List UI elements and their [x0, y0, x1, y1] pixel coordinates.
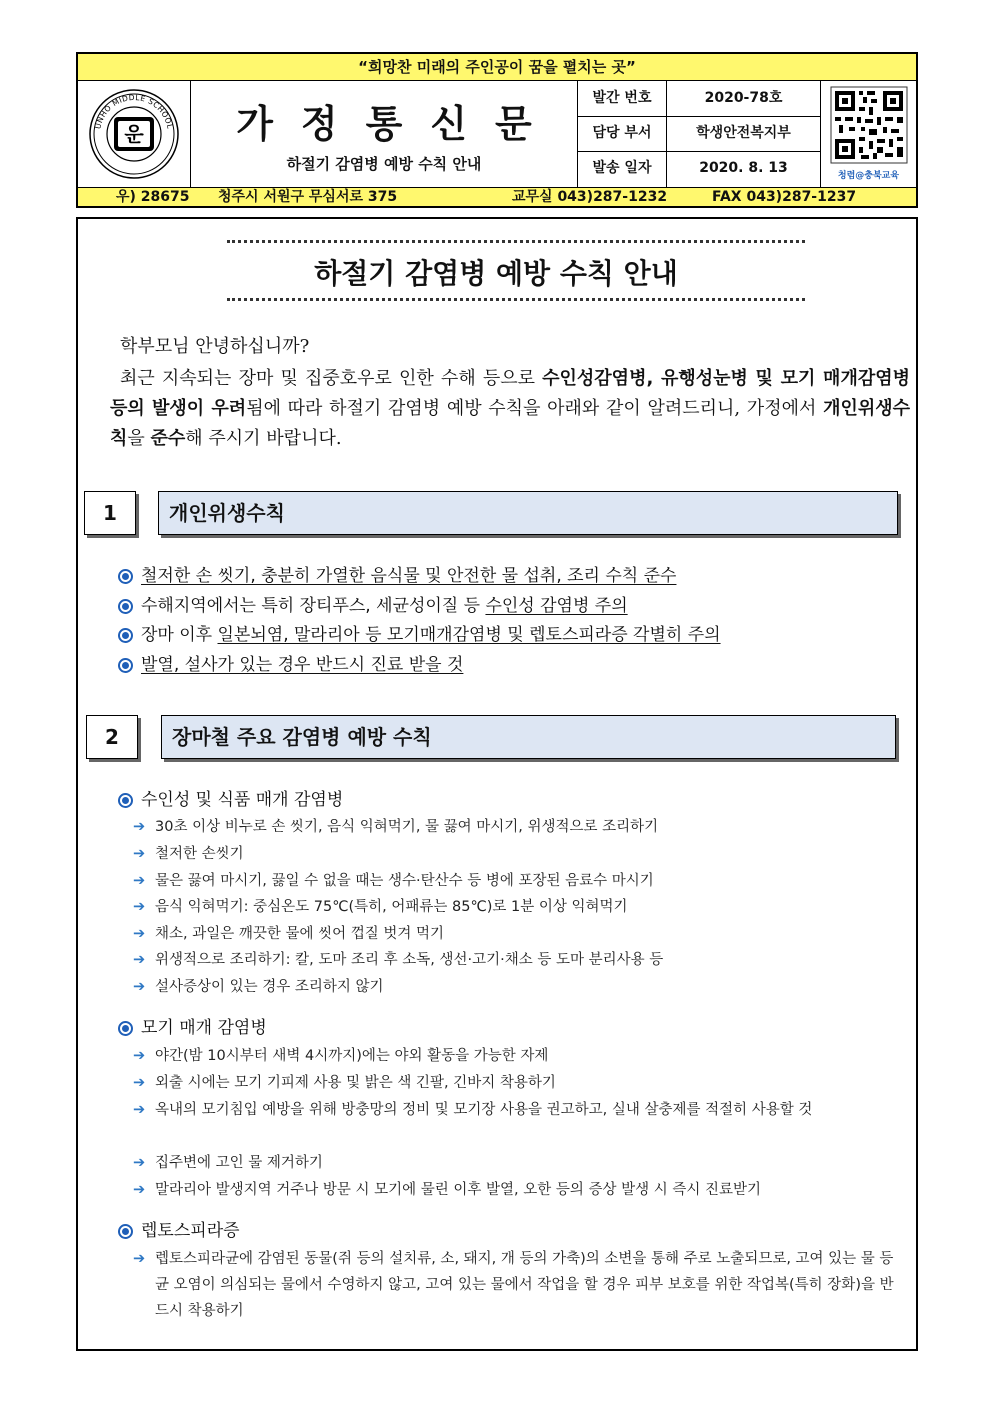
newsletter-header [76, 52, 918, 208]
qr-code-icon[interactable] [821, 81, 916, 187]
intro-bold-2: 개인위생수칙 [110, 398, 911, 449]
emblem-school-name: UNHO MIDDLE SCHOOL [93, 92, 175, 130]
list-item: ➔ 채소, 과일은 깨끗한 물에 씻어 껍질 벗겨 먹기 [133, 921, 444, 947]
list-item: ➔ 철저한 손씻기 [133, 841, 244, 867]
bullet-circle-icon [118, 599, 133, 614]
title-cell [191, 81, 578, 187]
list-item: ➔ 위생적으로 조리하기: 칼, 도마 조리 후 소독, 생선·고기·채소 등 도마 분리사용 등 [133, 947, 663, 973]
intro-text-3: 을 [127, 428, 151, 449]
bullet-circle-icon [118, 793, 133, 808]
list-item: ➔ 옥내의 모기침입 예방을 위해 방충망의 정비 및 모기장 사용을 권고하고, 실내 살충제를 적절히 사용할 것 [133, 1097, 905, 1123]
intro-bold-1: 수인성감염병, 유행성눈병 및 모기 매개감염병 등의 발생이 우려 [110, 368, 910, 419]
arrow-right-icon: ➔ [133, 952, 146, 968]
school-logo-cell [78, 81, 191, 187]
section1-item: 철저한 손 씻기, 충분히 가열한 음식물 및 안전한 물 섭취, 조리 수칙 준수 [118, 564, 676, 588]
dotted-divider-bottom [227, 298, 805, 301]
intro-text-4: 해 주시기 바랍니다. [185, 428, 342, 449]
info-row-department [578, 116, 820, 152]
bullet-circle-icon [118, 569, 133, 584]
arrow-right-icon: ➔ [133, 1048, 146, 1064]
bullet-circle-icon [118, 1224, 133, 1239]
list-item: ➔ 외출 시에는 모기 기피제 사용 및 밝은 색 긴팔, 긴바지 착용하기 [133, 1070, 556, 1096]
street-address: 청주시 서원구 무심서로 375 [218, 189, 398, 205]
arrow-right-icon: ➔ [133, 819, 146, 835]
section2-title: 장마철 주요 감염병 예방 수칙 [161, 715, 896, 759]
fax-number: FAX 043)287-1237 [712, 189, 857, 205]
office-phone: 교무실 043)287-1232 [512, 189, 668, 205]
section1-item: 발열, 설사가 있는 경우 반드시 진료 받을 것 [118, 653, 463, 677]
list-item: ➔ 말라리아 발생지역 거주나 방문 시 모기에 물린 이후 발열, 오한 등의 증상 발생 시 즉시 진료받기 [133, 1177, 761, 1203]
intro-paragraph [110, 364, 910, 454]
arrow-right-icon: ➔ [133, 873, 146, 889]
emblem-letter: 운 [124, 122, 144, 146]
arrow-right-icon: ➔ [133, 1155, 146, 1171]
list-item: ➔ 야간(밤 10시부터 새벽 4시까지)에는 야외 활동을 가능한 자제 [133, 1043, 548, 1069]
arrow-right-icon: ➔ [133, 1182, 146, 1198]
arrow-right-icon: ➔ [133, 979, 146, 995]
info-label: 발간 번호 [578, 81, 667, 116]
qr-cell [821, 81, 916, 187]
section1-item: 장마 이후 일본뇌염, 말라리아 등 모기매개감염병 및 렙토스피라증 각별히 주의 [118, 623, 721, 647]
info-value: 학생안전복지부 [696, 125, 791, 141]
dotted-divider-top [227, 240, 805, 243]
arrow-right-icon: ➔ [133, 1251, 146, 1267]
qr-caption: 청렴@충북교육 [837, 171, 900, 181]
school-slogan: “희망찬 미래의 주인공이 꿈을 펼치는 곳” [78, 54, 916, 81]
list-item: ➔ 음식 익혀먹기: 중심온도 75℃(특히, 어패류는 85℃)로 1분 이상 익혀먹기 [133, 894, 628, 920]
section1-number: 1 [84, 491, 136, 535]
issue-info-table [578, 81, 821, 187]
info-value: 2020-78호 [704, 90, 783, 106]
address-row [78, 188, 916, 206]
info-row-issue-number [578, 81, 820, 117]
school-emblem-icon [78, 81, 190, 187]
list-item: ➔ 집주변에 고인 물 제거하기 [133, 1150, 323, 1176]
intro-text-2: 됨에 따라 하절기 감염병 예방 수칙을 아래와 같이 알려드리니, 가정에서 [246, 398, 824, 419]
intro-bold-3: 준수 [150, 428, 186, 449]
postal-code: 우) 28675 [116, 189, 190, 205]
list-item: ➔ 30초 이상 비누로 손 씻기, 음식 익혀먹기, 물 끓여 마시기, 위생적으로 조리하기 [133, 814, 658, 840]
info-value: 2020. 8. 13 [699, 160, 788, 176]
group-heading-waterborne: 수인성 및 식품 매개 감염병 [118, 788, 343, 812]
newsletter-title: 가정통신문 [236, 101, 560, 146]
arrow-right-icon: ➔ [133, 926, 146, 942]
arrow-right-icon: ➔ [133, 899, 146, 915]
newsletter-subtitle: 하절기 감염병 예방 수칙 안내 [286, 155, 482, 173]
document-title: 하절기 감염병 예방 수칙 안내 [314, 257, 678, 290]
section1-title: 개인위생수칙 [158, 491, 898, 535]
greeting-text: 학부모님 안녕하십니까? [120, 336, 310, 357]
arrow-right-icon: ➔ [133, 1075, 146, 1091]
info-label: 담당 부서 [578, 116, 667, 151]
section2-number: 2 [86, 715, 138, 759]
arrow-right-icon: ➔ [133, 1102, 146, 1118]
info-row-send-date [578, 151, 820, 187]
list-item: ➔ 렙토스피라균에 감염된 동물(쥐 등의 설치류, 소, 돼지, 개 등의 가축)의 소변을 통해 주로 노출되므로, 고여 있는 물 등 균 오염이 의심되는 물에서 수영하지 않고, 고여 있는 물에서 작업을 할 경우 피부 보호를 위한 작업복(특히 장화)을 반드시 착용하기 [133, 1246, 905, 1324]
bullet-circle-icon [118, 1021, 133, 1036]
bullet-circle-icon [118, 658, 133, 673]
intro-text-1: 최근 지속되는 장마 및 집중호우로 인한 수해 등으로 [120, 368, 543, 389]
bullet-circle-icon [118, 628, 133, 643]
group-heading-mosquito: 모기 매개 감염병 [118, 1016, 267, 1040]
header-middle-row [78, 81, 916, 188]
list-item: ➔ 설사증상이 있는 경우 조리하지 않기 [133, 974, 384, 1000]
list-item: ➔ 물은 끓여 마시기, 끓일 수 없을 때는 생수·탄산수 등 병에 포장된 음료수 마시기 [133, 868, 654, 894]
section1-item: 수해지역에서는 특히 장티푸스, 세균성이질 등 수인성 감염병 주의 [118, 594, 628, 618]
info-label: 발송 일자 [578, 151, 667, 187]
group-heading-leptospirosis: 렙토스피라증 [118, 1219, 240, 1243]
arrow-right-icon: ➔ [133, 846, 146, 862]
